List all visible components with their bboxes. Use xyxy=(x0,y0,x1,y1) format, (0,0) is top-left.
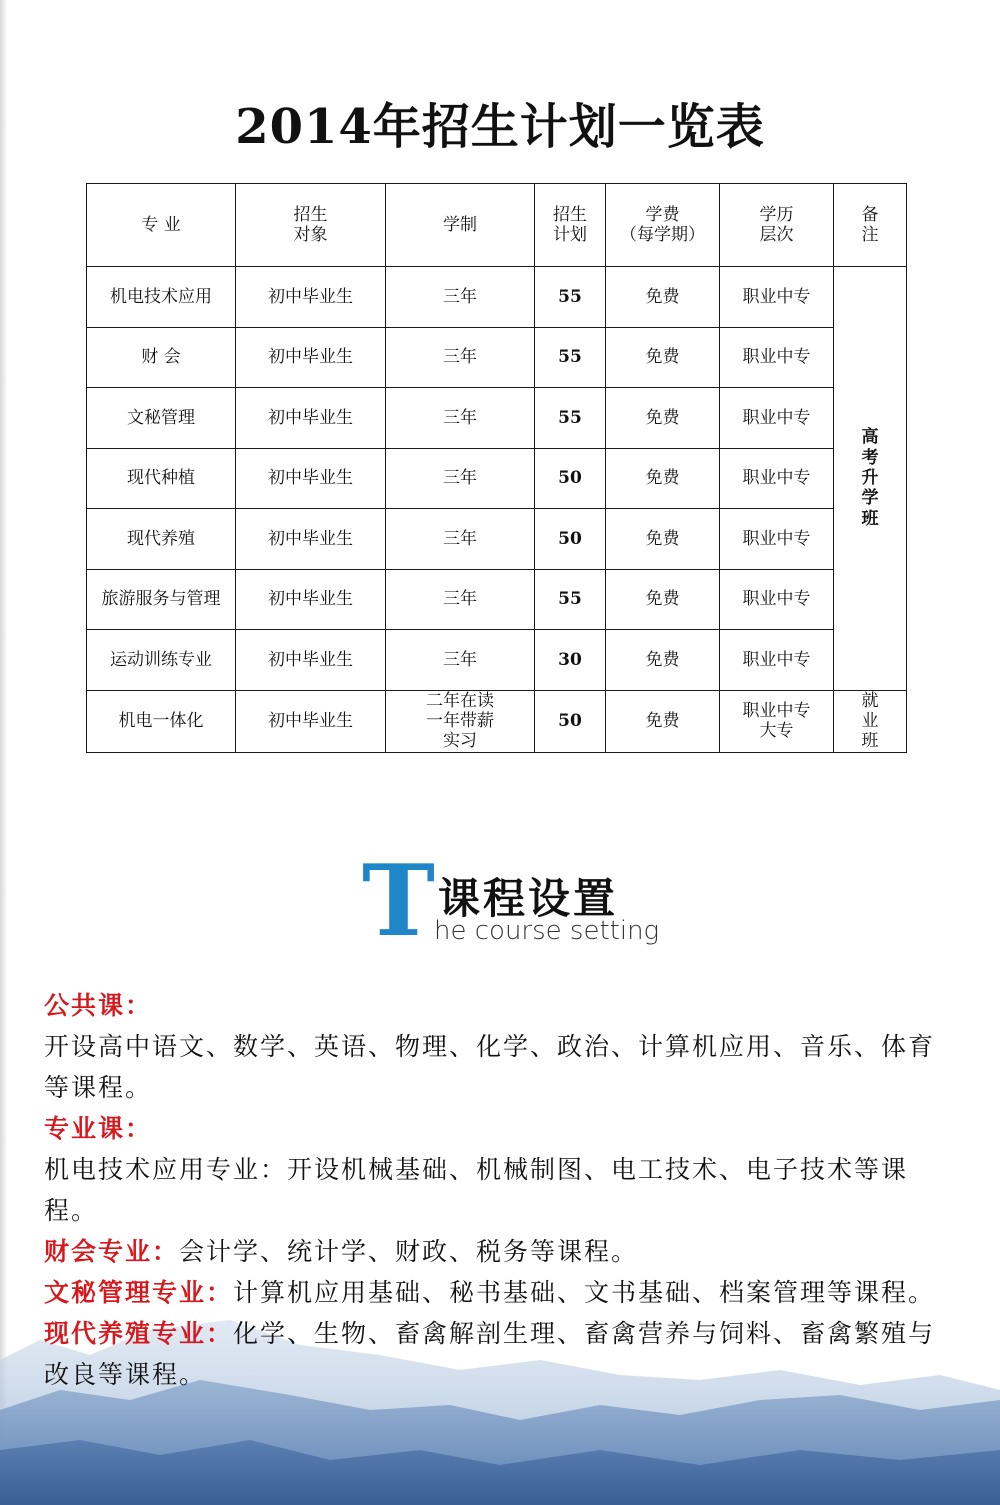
cell-duration: 三年 xyxy=(386,509,535,570)
table-row xyxy=(87,509,907,570)
cell-level: 职业中专 xyxy=(720,630,834,691)
finance-label: 财会专业： xyxy=(44,1237,180,1266)
public-course-text: 开设高中语文、数学、英语、物理、化学、政治、计算机应用、音乐、体育等课程。 xyxy=(44,1032,936,1102)
cell-duration: 三年 xyxy=(386,630,535,691)
cell-fee: 免费 xyxy=(606,569,720,630)
note-gaokao-class: 高 考 升 学 班 xyxy=(834,267,907,691)
header-level: 学历 层次 xyxy=(720,184,834,267)
table-row xyxy=(87,690,907,752)
finance-text: 会计学、统计学、财政、税务等课程。 xyxy=(179,1237,639,1266)
header-major: 专 业 xyxy=(87,184,236,267)
cell-major: 机电技术应用 xyxy=(87,267,236,328)
course-description xyxy=(44,985,959,1395)
header-plan: 招生 计划 xyxy=(535,184,606,267)
secretary-text: 计算机应用基础、秘书基础、文书基础、档案管理等课程。 xyxy=(233,1278,936,1307)
header-note: 备 注 xyxy=(834,184,907,267)
cell-major: 文秘管理 xyxy=(87,388,236,449)
cell-fee: 免费 xyxy=(606,509,720,570)
table-row xyxy=(87,569,907,630)
enrollment-table xyxy=(86,183,907,753)
course-setting-logo xyxy=(362,844,662,959)
page-title: 2014年招生计划一览表 xyxy=(235,99,765,155)
major-course-section xyxy=(44,1108,959,1231)
cell-target: 初中毕业生 xyxy=(236,448,386,509)
finance-section xyxy=(44,1231,959,1272)
page-edge-shadow xyxy=(0,0,6,1505)
cell-fee: 免费 xyxy=(606,267,720,328)
public-course-label: 公共课： xyxy=(44,991,153,1020)
cell-plan: 55 xyxy=(535,327,606,388)
cell-level: 职业中专 xyxy=(720,448,834,509)
cell-target: 初中毕业生 xyxy=(236,388,386,449)
cell-duration: 三年 xyxy=(386,327,535,388)
cell-level: 职业中专 大专 xyxy=(720,690,834,752)
cell-duration: 三年 xyxy=(386,569,535,630)
cell-major: 运动训练专业 xyxy=(87,630,236,691)
table-row xyxy=(87,267,907,328)
cell-target: 初中毕业生 xyxy=(236,569,386,630)
cell-plan: 55 xyxy=(535,569,606,630)
major-course-label: 专业课： xyxy=(44,1114,153,1143)
header-target: 招生 对象 xyxy=(236,184,386,267)
table-row xyxy=(87,388,907,449)
cell-plan: 30 xyxy=(535,630,606,691)
public-course-section xyxy=(44,985,959,1108)
secretary-label: 文秘管理专业： xyxy=(44,1278,234,1307)
breeding-label: 现代养殖专业： xyxy=(44,1319,234,1348)
cell-plan: 50 xyxy=(535,509,606,570)
cell-fee: 免费 xyxy=(606,690,720,752)
cell-duration: 三年 xyxy=(386,267,535,328)
table-row xyxy=(87,448,907,509)
breeding-section xyxy=(44,1313,959,1395)
cell-level: 职业中专 xyxy=(720,388,834,449)
course-logo-letter: T xyxy=(362,844,435,959)
cell-fee: 免费 xyxy=(606,327,720,388)
cell-major: 财 会 xyxy=(87,327,236,388)
cell-plan: 50 xyxy=(535,690,606,752)
header-duration: 学制 xyxy=(386,184,535,267)
table-header-row xyxy=(87,184,907,267)
cell-duration: 二年在读 一年带薪 实习 xyxy=(386,690,535,752)
table-row xyxy=(87,630,907,691)
cell-plan: 55 xyxy=(535,388,606,449)
cell-major: 旅游服务与管理 xyxy=(87,569,236,630)
cell-fee: 免费 xyxy=(606,630,720,691)
cell-major: 机电一体化 xyxy=(87,690,236,752)
cell-target: 初中毕业生 xyxy=(236,509,386,570)
cell-target: 初中毕业生 xyxy=(236,630,386,691)
course-title-en: he course setting xyxy=(434,916,660,946)
course-title-zh: 课程设置 xyxy=(438,874,619,923)
secretary-section xyxy=(44,1272,959,1313)
cell-level: 职业中专 xyxy=(720,267,834,328)
cell-fee: 免费 xyxy=(606,448,720,509)
cell-target: 初中毕业生 xyxy=(236,267,386,328)
cell-plan: 50 xyxy=(535,448,606,509)
header-fee: 学费 （每学期） xyxy=(606,184,720,267)
cell-duration: 三年 xyxy=(386,388,535,449)
cell-plan: 55 xyxy=(535,267,606,328)
cell-level: 职业中专 xyxy=(720,327,834,388)
cell-target: 初中毕业生 xyxy=(236,327,386,388)
cell-target: 初中毕业生 xyxy=(236,690,386,752)
cell-major: 现代种植 xyxy=(87,448,236,509)
cell-major: 现代养殖 xyxy=(87,509,236,570)
cell-duration: 三年 xyxy=(386,448,535,509)
table-row xyxy=(87,327,907,388)
cell-level: 职业中专 xyxy=(720,509,834,570)
breeding-text: 化学、生物、畜禽解剖生理、畜禽营养与饲料、畜禽繁殖与改良等课程。 xyxy=(44,1319,936,1389)
cell-level: 职业中专 xyxy=(720,569,834,630)
note-employment-class: 就 业 班 xyxy=(834,690,907,752)
mechatronics-course-text: 机电技术应用专业：开设机械基础、机械制图、电工技术、电子技术等课程。 xyxy=(44,1155,909,1225)
cell-fee: 免费 xyxy=(606,388,720,449)
